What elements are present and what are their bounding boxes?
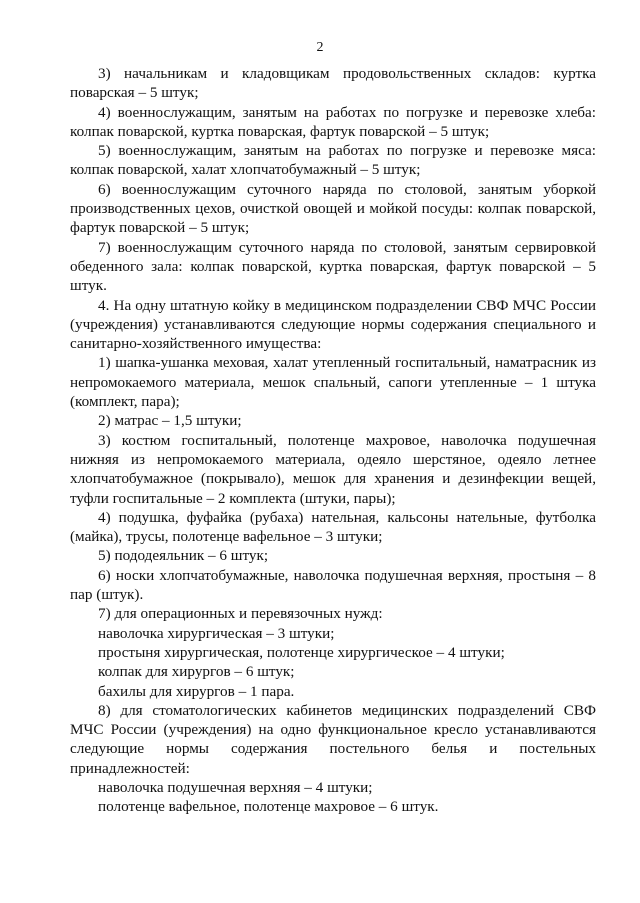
- paragraph-surgical-sheet: простыня хирургическая, полотенце хирургическое – 4 штуки;: [98, 643, 505, 661]
- paragraph-medical-item-4: 4) подушка, фуфайка (рубаха) нательная, кальсоны нательные, футболка (майка), трусы, полотенце вафельное – 3 штуки;: [70, 508, 596, 546]
- paragraph-surgical-pillowcase: наволочка хирургическая – 3 штуки;: [98, 624, 335, 642]
- paragraph-surgeon-cap: колпак для хирургов – 6 штук;: [98, 663, 295, 681]
- paragraph-item-4-bread-loading: 4) военнослужащим, занятым на работах по погрузке и перевозке хлеба: колпак поварской, куртка поварская, фартук поварской – 5 штук;: [70, 103, 596, 140]
- paragraph-medical-item-6: 6) носки хлопчатобумажные, наволочка подушечная верхняя, простыня – 8 пар (штук).: [70, 566, 596, 604]
- paragraph-dental-pillowcase: наволочка подушечная верхняя – 4 штуки;: [98, 778, 373, 796]
- paragraph-medical-item-3: 3) костюм госпитальный, полотенце махровое, наволочка подушечная нижняя из непромокаемого материала, одеяло шерстяное, одеяло летнее хлопчатобумажное (покрывало), мешок для хранения и дезинфекции вещей, туфли госпитальные – 2 комплекта (штуки, пары);: [70, 431, 596, 507]
- paragraph-medical-item-8: 8) для стоматологических кабинетов медицинских подразделений СВФ МЧС России (учреждения) на одно функциональное кресло устанавливаются следующие нормы содержания постельного белья и постельных принадлежностей:: [70, 701, 596, 777]
- paragraph-medical-item-1: 1) шапка-ушанка меховая, халат утепленный госпитальный, наматрасник из непромокаемого материала, мешок спальный, сапоги утепленные – 1 штука (комплект, пара);: [70, 354, 596, 411]
- paragraph-item-7-serving-duty: 7) военнослужащим суточного наряда по столовой, занятым сервировкой обеденного зала: колпак поварской, куртка поварская, фартук поварской – 5 штук.: [70, 238, 596, 295]
- paragraph-medical-item-2: 2) матрас – 1,5 штуки;: [98, 412, 242, 430]
- document-body: [70, 64, 596, 817]
- paragraph-item-5-meat-loading: 5) военнослужащим, занятым на работах по погрузке и перевозке мяса: колпак поварской, халат хлопчатобумажный – 5 штук;: [70, 142, 596, 179]
- paragraph-medical-item-5: 5) пододеяльник – 6 штук;: [98, 547, 269, 565]
- paragraph-item-3-storekeepers: 3) начальникам и кладовщикам продовольственных складов: куртка поварская – 5 штук;: [70, 65, 596, 102]
- paragraph-medical-item-7: 7) для операционных и перевязочных нужд:: [98, 605, 383, 623]
- paragraph-section-4-intro: 4. На одну штатную койку в медицинском подразделении СВФ МЧС России (учреждения) устанавливаются следующие нормы содержания специального и санитарно-хозяйственного имущества:: [70, 296, 596, 353]
- paragraph-item-6-cleaning-duty: 6) военнослужащим суточного наряда по столовой, занятым уборкой производственных цехов, очисткой овощей и мойкой посуды: колпак поварской, фартук поварской – 5 штук;: [70, 180, 596, 237]
- page-number: 2: [316, 40, 324, 55]
- paragraph-dental-towels: полотенце вафельное, полотенце махровое – 6 штук.: [98, 798, 439, 816]
- paragraph-surgeon-shoe-covers: бахилы для хирургов – 1 пара.: [98, 682, 295, 700]
